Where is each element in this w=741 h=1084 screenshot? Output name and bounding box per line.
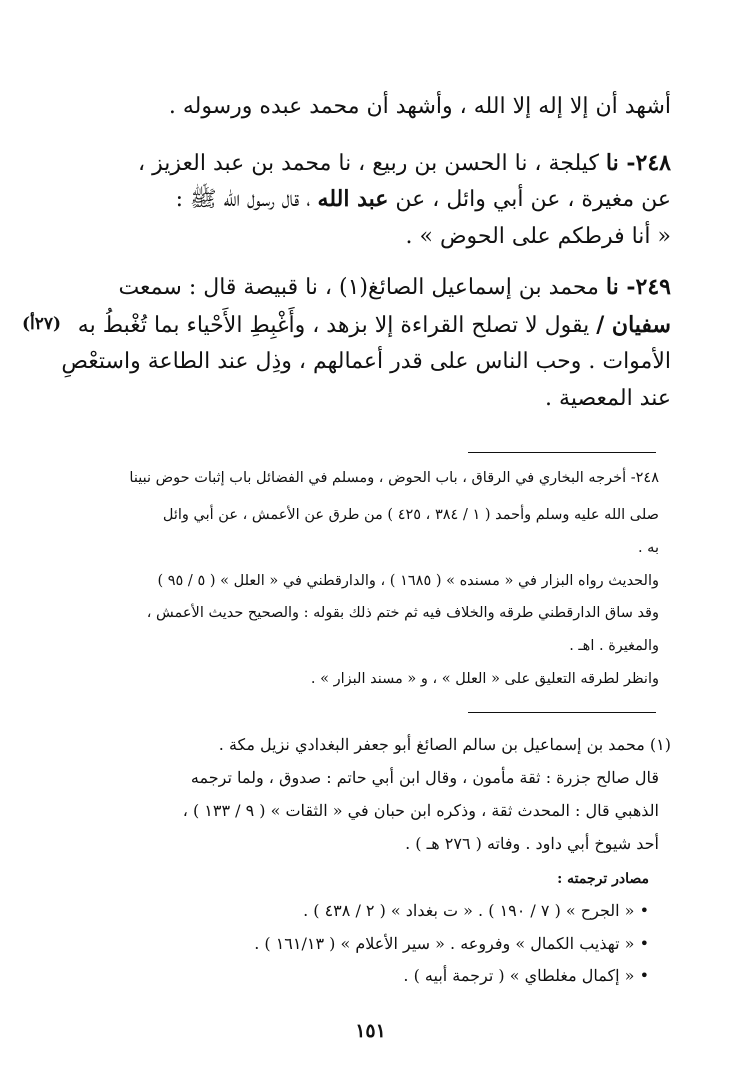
text-span: أشهد أن إلا إله إلا الله ، وأشهد أن محمد عبده ورسوله . xyxy=(168,94,671,119)
footnote-248-line: والحديث رواه البزار في « مسنده » ( ١٦٨٥ ) ، والدارقطني في « العلل » ( ٥ / ٩٥ ) xyxy=(157,573,659,589)
hadith-248-line-1 xyxy=(71,148,671,179)
source-line xyxy=(49,930,649,958)
footnote-1-line: قال صالح جزرة : ثقة مأمون ، وقال ابن أبي حاتم : صدوق ، ولما ترجمه xyxy=(190,768,659,787)
source-text: « الجرح » ( ٧ / ١٩٠ ) . « ت بغداد » ( ٢ / ٤٣٨ ) . xyxy=(303,901,635,920)
hadith-249-line-4 xyxy=(71,384,671,414)
text-span: عند المعصية . xyxy=(545,386,671,411)
source-line xyxy=(49,897,649,925)
hadith-249-line-2 xyxy=(71,310,671,341)
bold-name: سفيان / xyxy=(596,312,671,338)
hadith-248-line-2 xyxy=(71,184,671,215)
text-span: عن مغيرة ، عن أبي وائل ، عن xyxy=(395,187,671,212)
bullet-icon: • xyxy=(639,901,649,920)
page-number: ١٥١ xyxy=(355,1020,386,1042)
text-span: الأموات . وحب الناس على قدر أعمالهم ، وذِل عند الطاعة واستعْصِ xyxy=(61,349,671,374)
footnote-1-line: الذهبي قال : المحدث ثقة ، وذكره ابن حبان في « الثقات » ( ٩ / ١٣٣ ) ، xyxy=(182,801,659,820)
hadith-249-line-3 xyxy=(61,347,671,377)
footnote-1-line: (١) محمد بن إسماعيل بن سالم الصائغ أبو جعفر البغدادي نزيل مكة . xyxy=(218,735,671,754)
footnote-248-line: صلى الله عليه وسلم وأحمد ( ١ / ٣٨٤ ، ٤٢٥ ) من طرق عن الأعمش ، عن أبي وائل xyxy=(162,507,659,523)
footnote-248-line: ٢٤٨- أخرجه البخاري في الرقاق ، باب الحوض ، ومسلم في الفضائل باب إثبات حوض نبينا xyxy=(129,470,659,486)
footnote-248-line: وقد ساق الدارقطني طرقه والخلاف فيه ثم ختم ذلك بقوله : والصحيح حديث الأعمش ، xyxy=(146,605,659,621)
footnote-248-line: به . xyxy=(637,540,659,556)
source-text: « تهذيب الكمال » وفروعه . « سير الأعلام » ( ١٦١/١٣ ) . xyxy=(254,934,635,953)
text-span: محمد بن إسماعيل الصائغ(١) ، نا قبيصة قال : سمعت xyxy=(118,275,599,300)
footnote-divider xyxy=(468,452,656,453)
bullet-icon: • xyxy=(639,934,649,953)
text-span: « أنا فرطكم على الحوض » . xyxy=(405,224,671,249)
hadith-number: ٢٤٨- نا xyxy=(605,150,671,176)
hadith-249-line-1 xyxy=(71,272,671,303)
footnote-248-line: والمغيرة . اهـ . xyxy=(569,638,659,654)
text-span: كيلجة ، نا الحسن بن ربيع ، نا محمد بن عبد العزيز ، xyxy=(138,151,599,176)
text-span: يقول لا تصلح القراءة إلا بزهد ، وأَغْبِطِ الأَحْياء بما تُغْبطُ به xyxy=(77,313,590,338)
footnote-divider xyxy=(468,712,656,713)
sources-title: مصادر ترجمته : xyxy=(557,871,649,887)
footnote-248-line: وانظر لطرقه التعليق على « العلل » ، و « مسند البزار » . xyxy=(310,671,659,687)
source-line xyxy=(49,962,649,990)
manuscript-folio-marker: (٢٧أ) xyxy=(22,314,62,334)
hadith-number: ٢٤٩- نا xyxy=(605,274,671,300)
text-span: ، قال رسول الله ﷺ : xyxy=(175,187,311,212)
bullet-icon: • xyxy=(639,966,649,985)
footnote-1-line: أحد شيوخ أبي داود . وفاته ( ٢٧٦ هـ ) . xyxy=(405,834,659,853)
main-text-line xyxy=(71,92,671,122)
bold-name: عبد الله xyxy=(317,186,389,212)
source-text: « إكمال مغلطاي » ( ترجمة أبيه ) . xyxy=(403,966,635,985)
hadith-248-line-3 xyxy=(71,222,671,252)
